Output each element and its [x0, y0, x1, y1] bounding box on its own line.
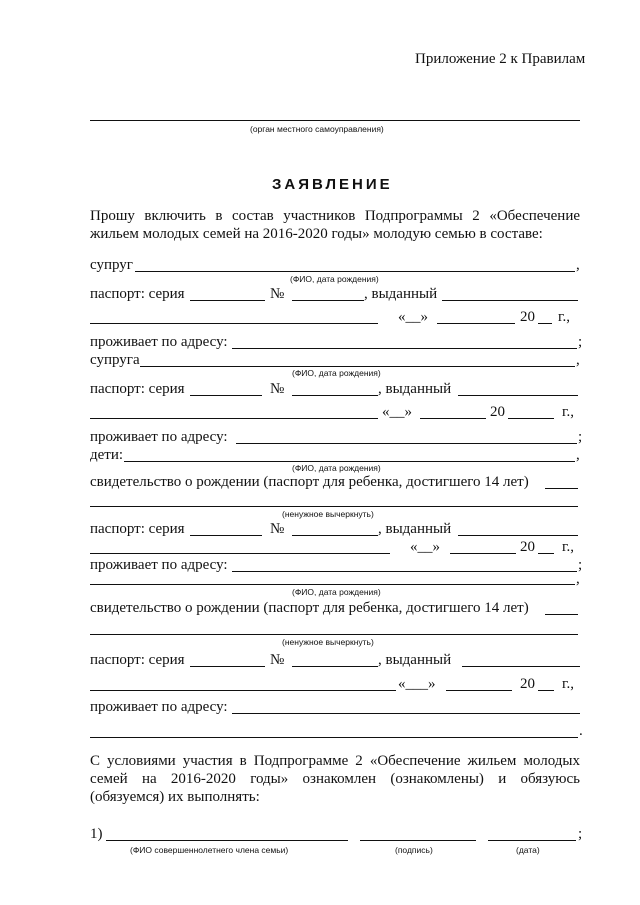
- husband-fio-caption: (ФИО, дата рождения): [290, 274, 379, 284]
- signature-sign-caption: (подпись): [395, 845, 433, 855]
- issued-label: , выданный: [364, 286, 438, 302]
- child1-fio-field[interactable]: [124, 461, 575, 462]
- husband-passport-number-field[interactable]: [292, 300, 364, 301]
- husband-label: супруг: [90, 257, 133, 273]
- signature-sign-field[interactable]: [360, 840, 476, 841]
- day-quote[interactable]: «__»: [410, 539, 440, 555]
- signature-fio-field[interactable]: [106, 840, 348, 841]
- semicolon: ;: [578, 334, 583, 350]
- comma: ,: [576, 447, 580, 463]
- husband-issue-month-field[interactable]: [437, 323, 515, 324]
- intro-paragraph: Прошу включить в состав участников Подпрограммы 2 «Обеспечение жильем молодых семей на 2016-2020 годы» молодую семью в составе:: [90, 208, 580, 242]
- day-quote[interactable]: «__»: [398, 309, 428, 325]
- child2-address-field-2[interactable]: [90, 737, 578, 738]
- child1-passport-number-field[interactable]: [292, 535, 378, 536]
- child2-passport-label: паспорт: серия: [90, 652, 185, 668]
- husband-fio-field[interactable]: [135, 271, 575, 272]
- document-title: ЗАЯВЛЕНИЕ: [272, 176, 393, 193]
- issued-label: , выданный: [378, 652, 452, 668]
- husband-passport-series-field[interactable]: [190, 300, 265, 301]
- child2-fio-caption: (ФИО, дата рождения): [292, 587, 381, 597]
- husband-issued-by-field-2[interactable]: [90, 323, 378, 324]
- signature-number: 1): [90, 826, 103, 842]
- year-suffix: г.,: [562, 404, 574, 420]
- year-prefix: 20: [520, 676, 535, 692]
- signature-fio-caption: (ФИО совершеннолетнего члена семьи): [130, 845, 289, 855]
- wife-passport-label: паспорт: серия: [90, 381, 185, 397]
- child2-address-label: проживает по адресу:: [90, 699, 228, 715]
- day-quote[interactable]: «__»: [382, 404, 412, 420]
- wife-issue-year-field[interactable]: [508, 418, 554, 419]
- day-quote-wide[interactable]: «___»: [398, 676, 436, 692]
- husband-passport-label: паспорт: серия: [90, 286, 185, 302]
- wife-fio-field[interactable]: [140, 366, 575, 367]
- semicolon: ;: [578, 429, 583, 445]
- strike-caption: (ненужное вычеркнуть): [282, 509, 374, 519]
- child2-birth-cert-field[interactable]: [545, 614, 578, 615]
- year-suffix: г.,: [558, 309, 570, 325]
- child1-fio-caption: (ФИО, дата рождения): [292, 463, 381, 473]
- husband-issue-year-field[interactable]: [538, 323, 552, 324]
- child1-birth-cert-label: свидетельство о рождении (паспорт для ребенка, достигшего 14 лет): [90, 474, 529, 490]
- signature-date-field[interactable]: [488, 840, 576, 841]
- appendix-header: Приложение 2 к Правилам: [415, 51, 586, 67]
- comma: ,: [576, 571, 580, 587]
- husband-address-field[interactable]: [232, 348, 577, 349]
- child2-issued-by-field[interactable]: [462, 666, 580, 667]
- child2-issue-year-field[interactable]: [538, 690, 554, 691]
- child2-address-field[interactable]: [232, 713, 580, 714]
- year-suffix: г.,: [562, 539, 574, 555]
- authority-caption: (орган местного самоуправления): [250, 124, 384, 134]
- child1-address-field[interactable]: [232, 571, 577, 572]
- year-prefix: 20: [490, 404, 505, 420]
- child1-passport-label: паспорт: серия: [90, 521, 185, 537]
- child1-issue-month-field[interactable]: [450, 553, 516, 554]
- comma: ,: [576, 257, 580, 273]
- child2-issued-by-field-2[interactable]: [90, 690, 396, 691]
- child2-fio-field[interactable]: [90, 584, 575, 585]
- child2-birth-cert-field-2[interactable]: [90, 634, 578, 635]
- child1-passport-series-field[interactable]: [190, 535, 262, 536]
- child1-issue-year-field[interactable]: [538, 553, 554, 554]
- child2-birth-cert-label: свидетельство о рождении (паспорт для ребенка, достигшего 14 лет): [90, 600, 529, 616]
- children-label: дети:: [90, 447, 124, 463]
- wife-fio-caption: (ФИО, дата рождения): [292, 368, 381, 378]
- period: .: [579, 723, 583, 739]
- wife-address-field[interactable]: [236, 443, 577, 444]
- child2-issue-month-field[interactable]: [446, 690, 512, 691]
- wife-passport-number-field[interactable]: [292, 395, 378, 396]
- wife-passport-series-field[interactable]: [190, 395, 262, 396]
- husband-issued-by-field[interactable]: [442, 300, 578, 301]
- child2-passport-series-field[interactable]: [190, 666, 265, 667]
- wife-issued-by-field[interactable]: [458, 395, 578, 396]
- semicolon: ;: [578, 826, 583, 842]
- wife-issued-by-field-2[interactable]: [90, 418, 378, 419]
- year-prefix: 20: [520, 539, 535, 555]
- wife-issue-month-field[interactable]: [420, 418, 486, 419]
- child1-issued-by-field[interactable]: [458, 535, 578, 536]
- child1-issued-by-field-2[interactable]: [90, 553, 390, 554]
- child1-birth-cert-field[interactable]: [545, 488, 578, 489]
- year-suffix: г.,: [562, 676, 574, 692]
- child2-passport-number-field[interactable]: [292, 666, 378, 667]
- comma: ,: [576, 352, 580, 368]
- signature-date-caption: (дата): [516, 845, 540, 855]
- issued-label: , выданный: [378, 521, 452, 537]
- child1-address-label: проживает по адресу:: [90, 557, 228, 573]
- year-prefix: 20: [520, 309, 535, 325]
- strike-caption: (ненужное вычеркнуть): [282, 637, 374, 647]
- child1-birth-cert-field-2[interactable]: [90, 506, 578, 507]
- issued-label: , выданный: [378, 381, 452, 397]
- wife-label: супруга: [90, 352, 140, 368]
- conditions-paragraph: С условиями участия в Подпрограмме 2 «Обеспечение жильем молодых семей на 2016-2020 годы» ознакомлен (ознакомлены) и обязуюсь (обязуемся) их выполнять:: [90, 753, 580, 805]
- semicolon: ;: [578, 557, 583, 573]
- number-sign: №: [270, 381, 285, 397]
- wife-address-label: проживает по адресу:: [90, 429, 228, 445]
- number-sign: №: [270, 286, 285, 302]
- number-sign: №: [270, 652, 285, 668]
- authority-field[interactable]: [90, 120, 580, 121]
- number-sign: №: [270, 521, 285, 537]
- husband-address-label: проживает по адресу:: [90, 334, 228, 350]
